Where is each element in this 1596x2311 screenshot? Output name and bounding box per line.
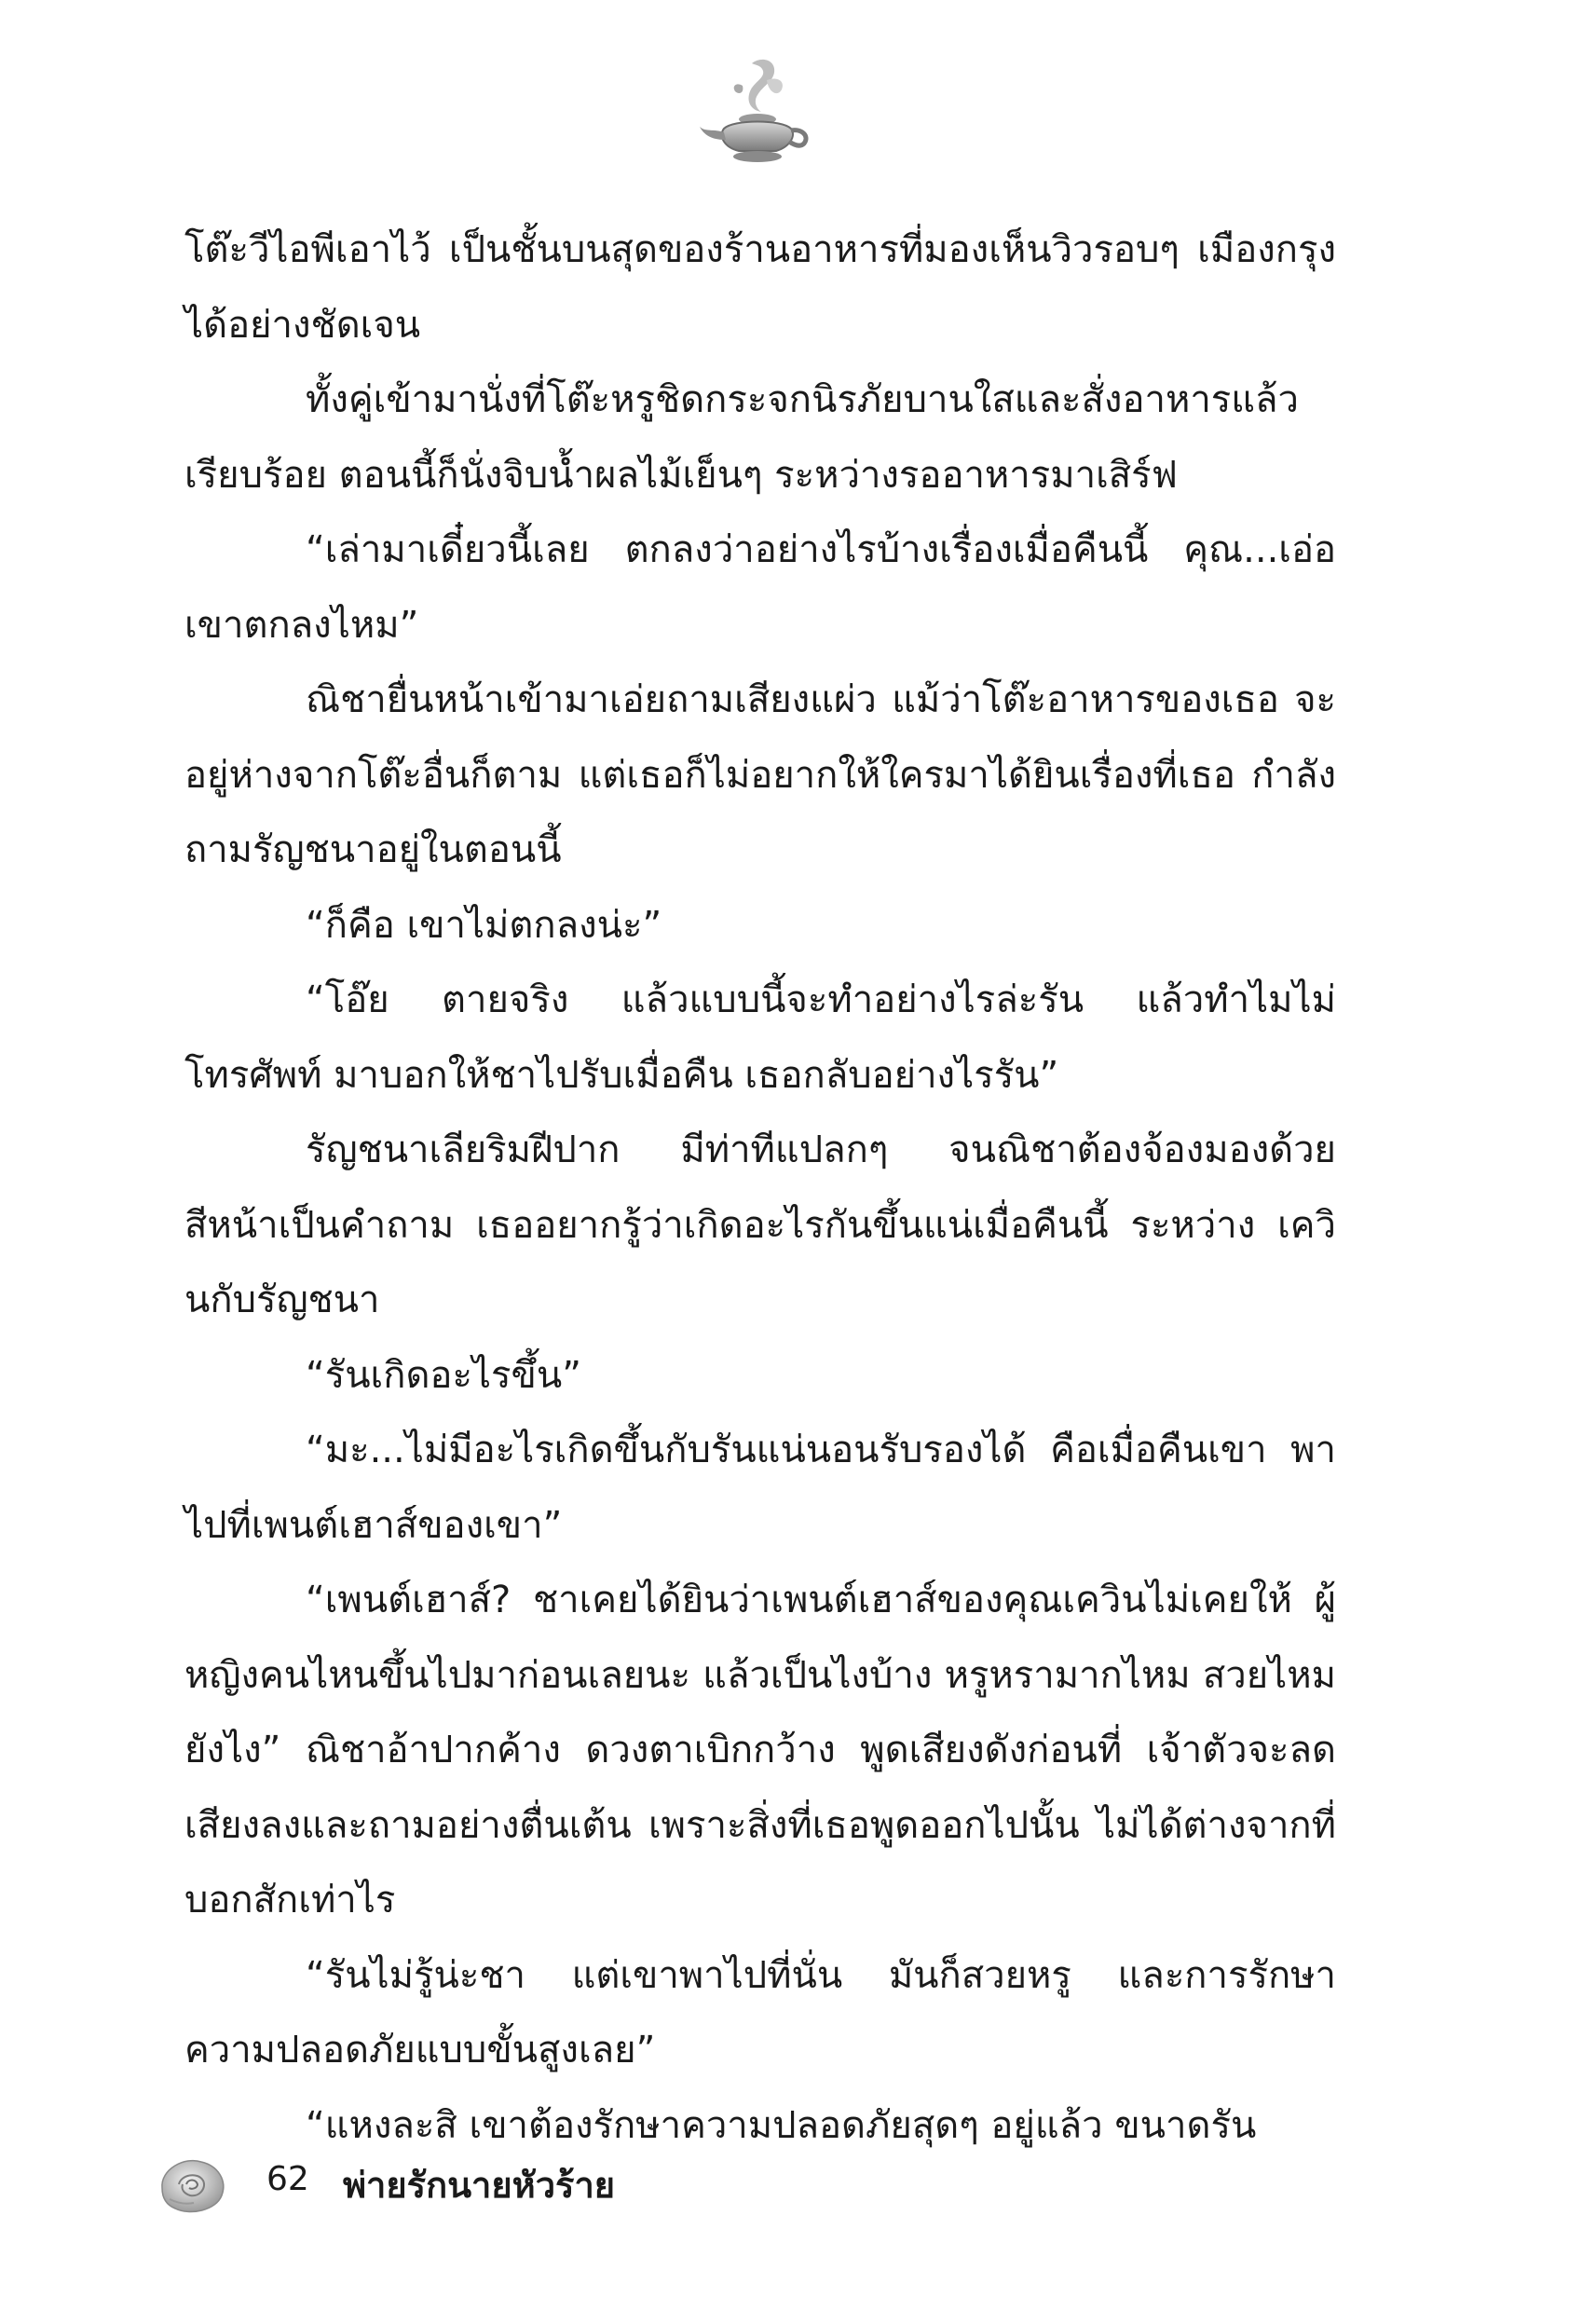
page-footer [157, 2143, 995, 2227]
paragraph: โต๊ะวีไอพีเอาไว้ เป็นชั้นบนสุดของร้านอาหารที่มองเห็นวิวรอบๆ เมืองกรุงได้อย่างชัดเจน [184, 228, 1336, 347]
genie-lamp-icon [696, 54, 817, 175]
paragraph: “มะ...ไม่มีอะไรเกิดขึ้นกับรันแน่นอนรับรองได้ คือเมื่อคืนเขา พาไปที่เพนต์เฮาส์ของเขา” [184, 1429, 1336, 1547]
paragraph: ทั้งคู่เข้ามานั่งที่โต๊ะหรูชิดกระจกนิรภัยบานใสและสั่งอาหารแล้ว เรียบร้อย ตอนนี้ก็นั่งจิบน้ำผลไม้เย็นๆ ระหว่างรออาหารมาเสิร์ฟ [184, 378, 1300, 497]
paragraph: “แหงละสิ เขาต้องรักษาความปลอดภัยสุดๆ อยู่แล้ว ขนาดรัน [306, 2103, 1257, 2147]
paragraph: ณิชายื่นหน้าเข้ามาเอ่ยถามเสียงแผ่ว แม้ว่าโต๊ะอาหารของเธอ จะอยู่ห่างจากโต๊ะอื่นก็ตาม แต่เธอก็ไม่อยากให้ใครมาได้ยินเรื่องที่เธอ กำลังถามรัญชนาอยู่ในตอนนี้ [184, 678, 1336, 871]
rose-icon [157, 2151, 229, 2218]
book-title: พ่ายรักนายหัวร้าย [343, 2165, 616, 2206]
paragraph: “เพนต์เฮาส์? ชาเคยได้ยินว่าเพนต์เฮาส์ของคุณเควินไม่เคยให้ ผู้หญิงคนไหนขึ้นไปมาก่อนเลยนะ แล้วเป็นไงบ้าง หรูหรามากไหม สวยไหม ยังไง” ณิชาอ้าปากค้าง ดวงตาเบิกกว้าง พูดเสียงดังก่อนที่ เจ้าตัวจะลดเสียงลงและถามอย่างตื่นเต้น เพราะสิ่งที่เธอพูดออกไปนั้น ไม่ได้ต่างจากที่บอกสักเท่าไร [184, 1579, 1336, 1921]
body-text [184, 212, 1336, 2163]
paragraph: “รันไม่รู้น่ะชา แต่เขาพาไปที่นั่น มันก็สวยหรู และการรักษา ความปลอดภัยแบบขั้นสูงเลย” [184, 1953, 1336, 2072]
paragraph: รัญชนาเลียริมฝีปาก มีท่าทีแปลกๆ จนณิชาต้องจ้องมองด้วย สีหน้าเป็นคำถาม เธออยากรู้ว่าเกิดอะไรกันขึ้นแน่เมื่อคืนนี้ ระหว่าง เควินกับรัญชนา [184, 1128, 1336, 1321]
paragraph: “ก็คือ เขาไม่ตกลงน่ะ” [306, 903, 662, 947]
page-number: 62 [266, 2160, 309, 2198]
paragraph: “เล่ามาเดี๋ยวนี้เลย ตกลงว่าอย่างไรบ้างเรื่องเมื่อคืนนี้ คุณ...เอ่อ เขาตกลงไหม” [184, 528, 1336, 647]
paragraph: “รันเกิดอะไรขึ้น” [306, 1353, 581, 1397]
paragraph: “โอ๊ย ตายจริง แล้วแบบนี้จะทำอย่างไรล่ะรัน แล้วทำไมไม่โทรศัพท์ มาบอกให้ชาไปรับเมื่อคืน เธอกลับอย่างไรรัน” [184, 978, 1336, 1097]
